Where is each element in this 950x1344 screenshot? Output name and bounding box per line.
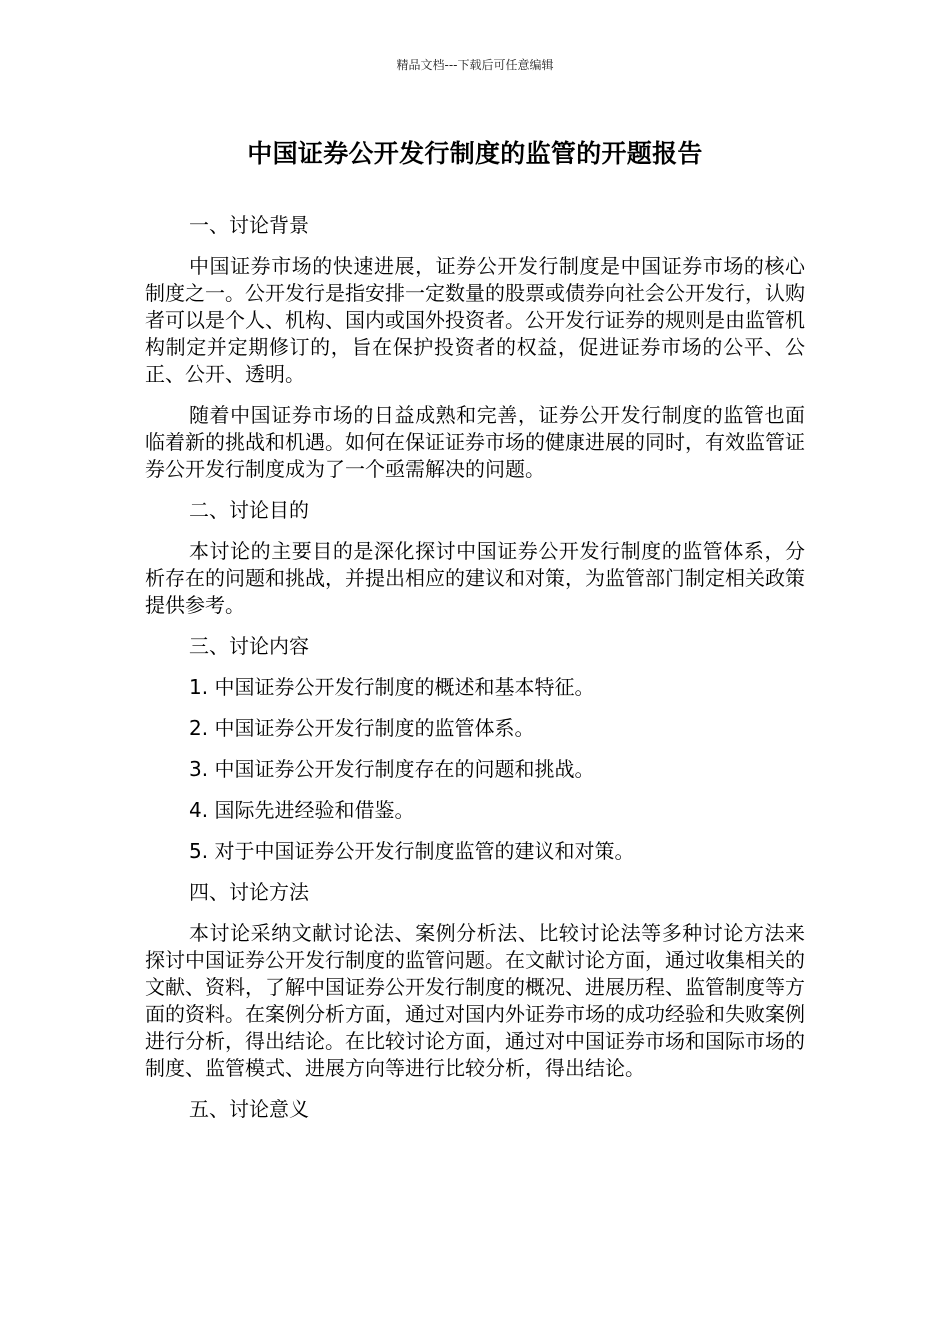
section-heading-significance: 五、讨论意义 (189, 1097, 309, 1121)
paragraph-background-1: 中国证券市场的快速进展，证券公开发行制度是中国证券市场的核心制度之一。公开发行是指安排一定数量的股票或债券向社会公开发行，认购者可以是个人、机构、国内或国外投资者。公开发行证券的规则是由监管机构制定并定期修订的，旨在保护投资者的权益，促进证券市场的公平、公正、公开、透明。 (145, 254, 805, 386)
section-heading-purpose: 二、讨论目的 (189, 498, 309, 522)
paragraph-background-2: 随着中国证券市场的日益成熟和完善，证券公开发行制度的监管也面临着新的挑战和机遇。如何在保证证券市场的健康进展的同时，有效监管证券公开发行制度成为了一个亟需解决的问题。 (145, 403, 805, 481)
content-list-item: 3. 中国证券公开发行制度存在的问题和挑战。 (189, 757, 595, 781)
section-heading-background: 一、讨论背景 (189, 213, 309, 237)
content-list-item: 2. 中国证券公开发行制度的监管体系。 (189, 716, 535, 740)
document-title: 中国证券公开发行制度的监管的开题报告 (247, 139, 703, 168)
paragraph-method: 本讨论采纳文献讨论法、案例分析法、比较讨论法等多种讨论方法来探讨中国证券公开发行制度的监管问题。在文献讨论方面，通过收集相关的文献、资料，了解中国证券公开发行制度的概况、进展历程、监管制度等方面的资料。在案例分析方面，通过对国内外证券市场的成功经验和失败案例进行分析，得出结论。在比较讨论方面，通过对中国证券市场和国际市场的制度、监管模式、进展方向等进行比较分析，得出结论。 (145, 921, 805, 1080)
document-body (145, 212, 805, 1137)
content-list-item: 4. 国际先进经验和借鉴。 (189, 798, 415, 822)
header-note: 精品文档---下载后可任意编辑 (396, 58, 554, 72)
content-list-item: 5. 对于中国证券公开发行制度监管的建议和对策。 (189, 839, 635, 863)
section-heading-content: 三、讨论内容 (189, 634, 309, 658)
paragraph-purpose: 本讨论的主要目的是深化探讨中国证券公开发行制度的监管体系，分析存在的问题和挑战，并提出相应的建议和对策，为监管部门制定相关政策提供参考。 (145, 539, 805, 617)
content-list-item: 1. 中国证券公开发行制度的概述和基本特征。 (189, 675, 595, 699)
section-heading-method: 四、讨论方法 (189, 880, 309, 904)
